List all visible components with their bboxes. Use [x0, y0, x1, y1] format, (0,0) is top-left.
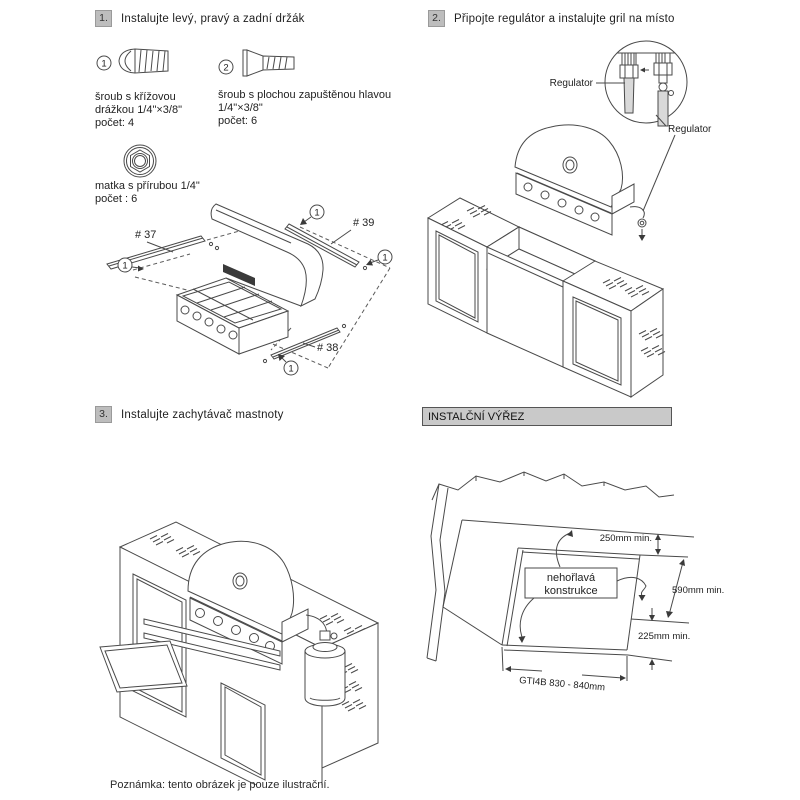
step1-title: Instalujte levý, pravý a zadní držák	[121, 12, 305, 25]
step3-number-badge: 3.	[95, 406, 112, 423]
dim-590-label: 590mm min.	[672, 585, 725, 596]
figure-installation-cutout	[422, 440, 800, 725]
callout-number: 1	[122, 260, 128, 272]
step1-header	[95, 10, 305, 27]
step2-header	[428, 10, 675, 27]
wall-drawing	[427, 472, 674, 661]
callout-1-top	[300, 205, 324, 225]
screw2-callout	[219, 60, 233, 74]
island-cabinet-drawing	[428, 198, 665, 397]
nut-label-line1: matka s přírubou 1/4"	[95, 180, 200, 192]
noncombustible-label-box	[519, 530, 647, 643]
screw1-callout	[97, 56, 111, 70]
countersunk-screw-icon	[243, 50, 294, 76]
screw2-callout-number: 2	[223, 62, 229, 74]
dim-width-label: GTI4B 830 - 840mm	[518, 675, 606, 694]
figure-step2-install-grill	[425, 35, 800, 405]
regulator-label-right: Regulator	[668, 124, 712, 135]
nut-label-line2: počet : 6	[95, 193, 138, 205]
screw2-label-line3: počet: 6	[218, 115, 258, 127]
figure-step3-grease-tray	[92, 455, 422, 785]
screw2-label-line1: šroub s plochou zapuštěnou hlavou	[218, 89, 392, 101]
step3-header	[95, 406, 284, 423]
callout-number: 1	[288, 363, 294, 375]
dim-225-label: 225mm min.	[638, 631, 691, 642]
grill-open-lid-drawing	[177, 204, 323, 354]
step3-title: Instalujte zachytávač mastnoty	[121, 408, 284, 421]
part-number-39: # 39	[353, 217, 375, 229]
callout-1-bottom	[278, 354, 298, 375]
figure-step1-exploded-grill	[95, 200, 420, 405]
figure-step1-parts	[95, 42, 417, 212]
screw1-callout-number: 1	[101, 58, 107, 70]
grill-head-drawing	[515, 125, 646, 241]
noncombustible-line2: konstrukce	[544, 585, 598, 597]
part-number-38: # 38	[317, 342, 339, 354]
screw1-label-line3: počet: 4	[95, 117, 135, 129]
screw1-label-line2: drážkou 1/4"×3/8"	[95, 104, 183, 116]
screw1-label-line1: šroub s křížovou	[95, 91, 176, 103]
step2-title: Připojte regulátor a instalujte gril na místo	[454, 12, 675, 25]
noncombustible-line1: nehořlavá	[546, 572, 596, 584]
flange-nut-icon	[124, 145, 156, 177]
step1-number-badge: 1.	[95, 10, 112, 27]
step2-number-badge: 2.	[428, 10, 445, 27]
cutout-section-title: INSTALČNÍ VÝŘEZ	[422, 407, 672, 426]
part-number-37: # 37	[135, 229, 157, 241]
callout-number: 1	[382, 252, 388, 264]
dimension-590	[666, 559, 724, 618]
pan-head-screw-icon	[119, 49, 168, 73]
dim-250-label: 250mm min.	[599, 533, 652, 544]
screw2-label-line2: 1/4"×3/8"	[218, 102, 263, 114]
dimension-225	[631, 608, 690, 670]
illustration-note: Poznámka: tento obrázek je pouze ilustrační.	[110, 779, 330, 791]
callout-number: 1	[314, 207, 320, 219]
regulator-label-left: Regulator	[549, 78, 593, 89]
